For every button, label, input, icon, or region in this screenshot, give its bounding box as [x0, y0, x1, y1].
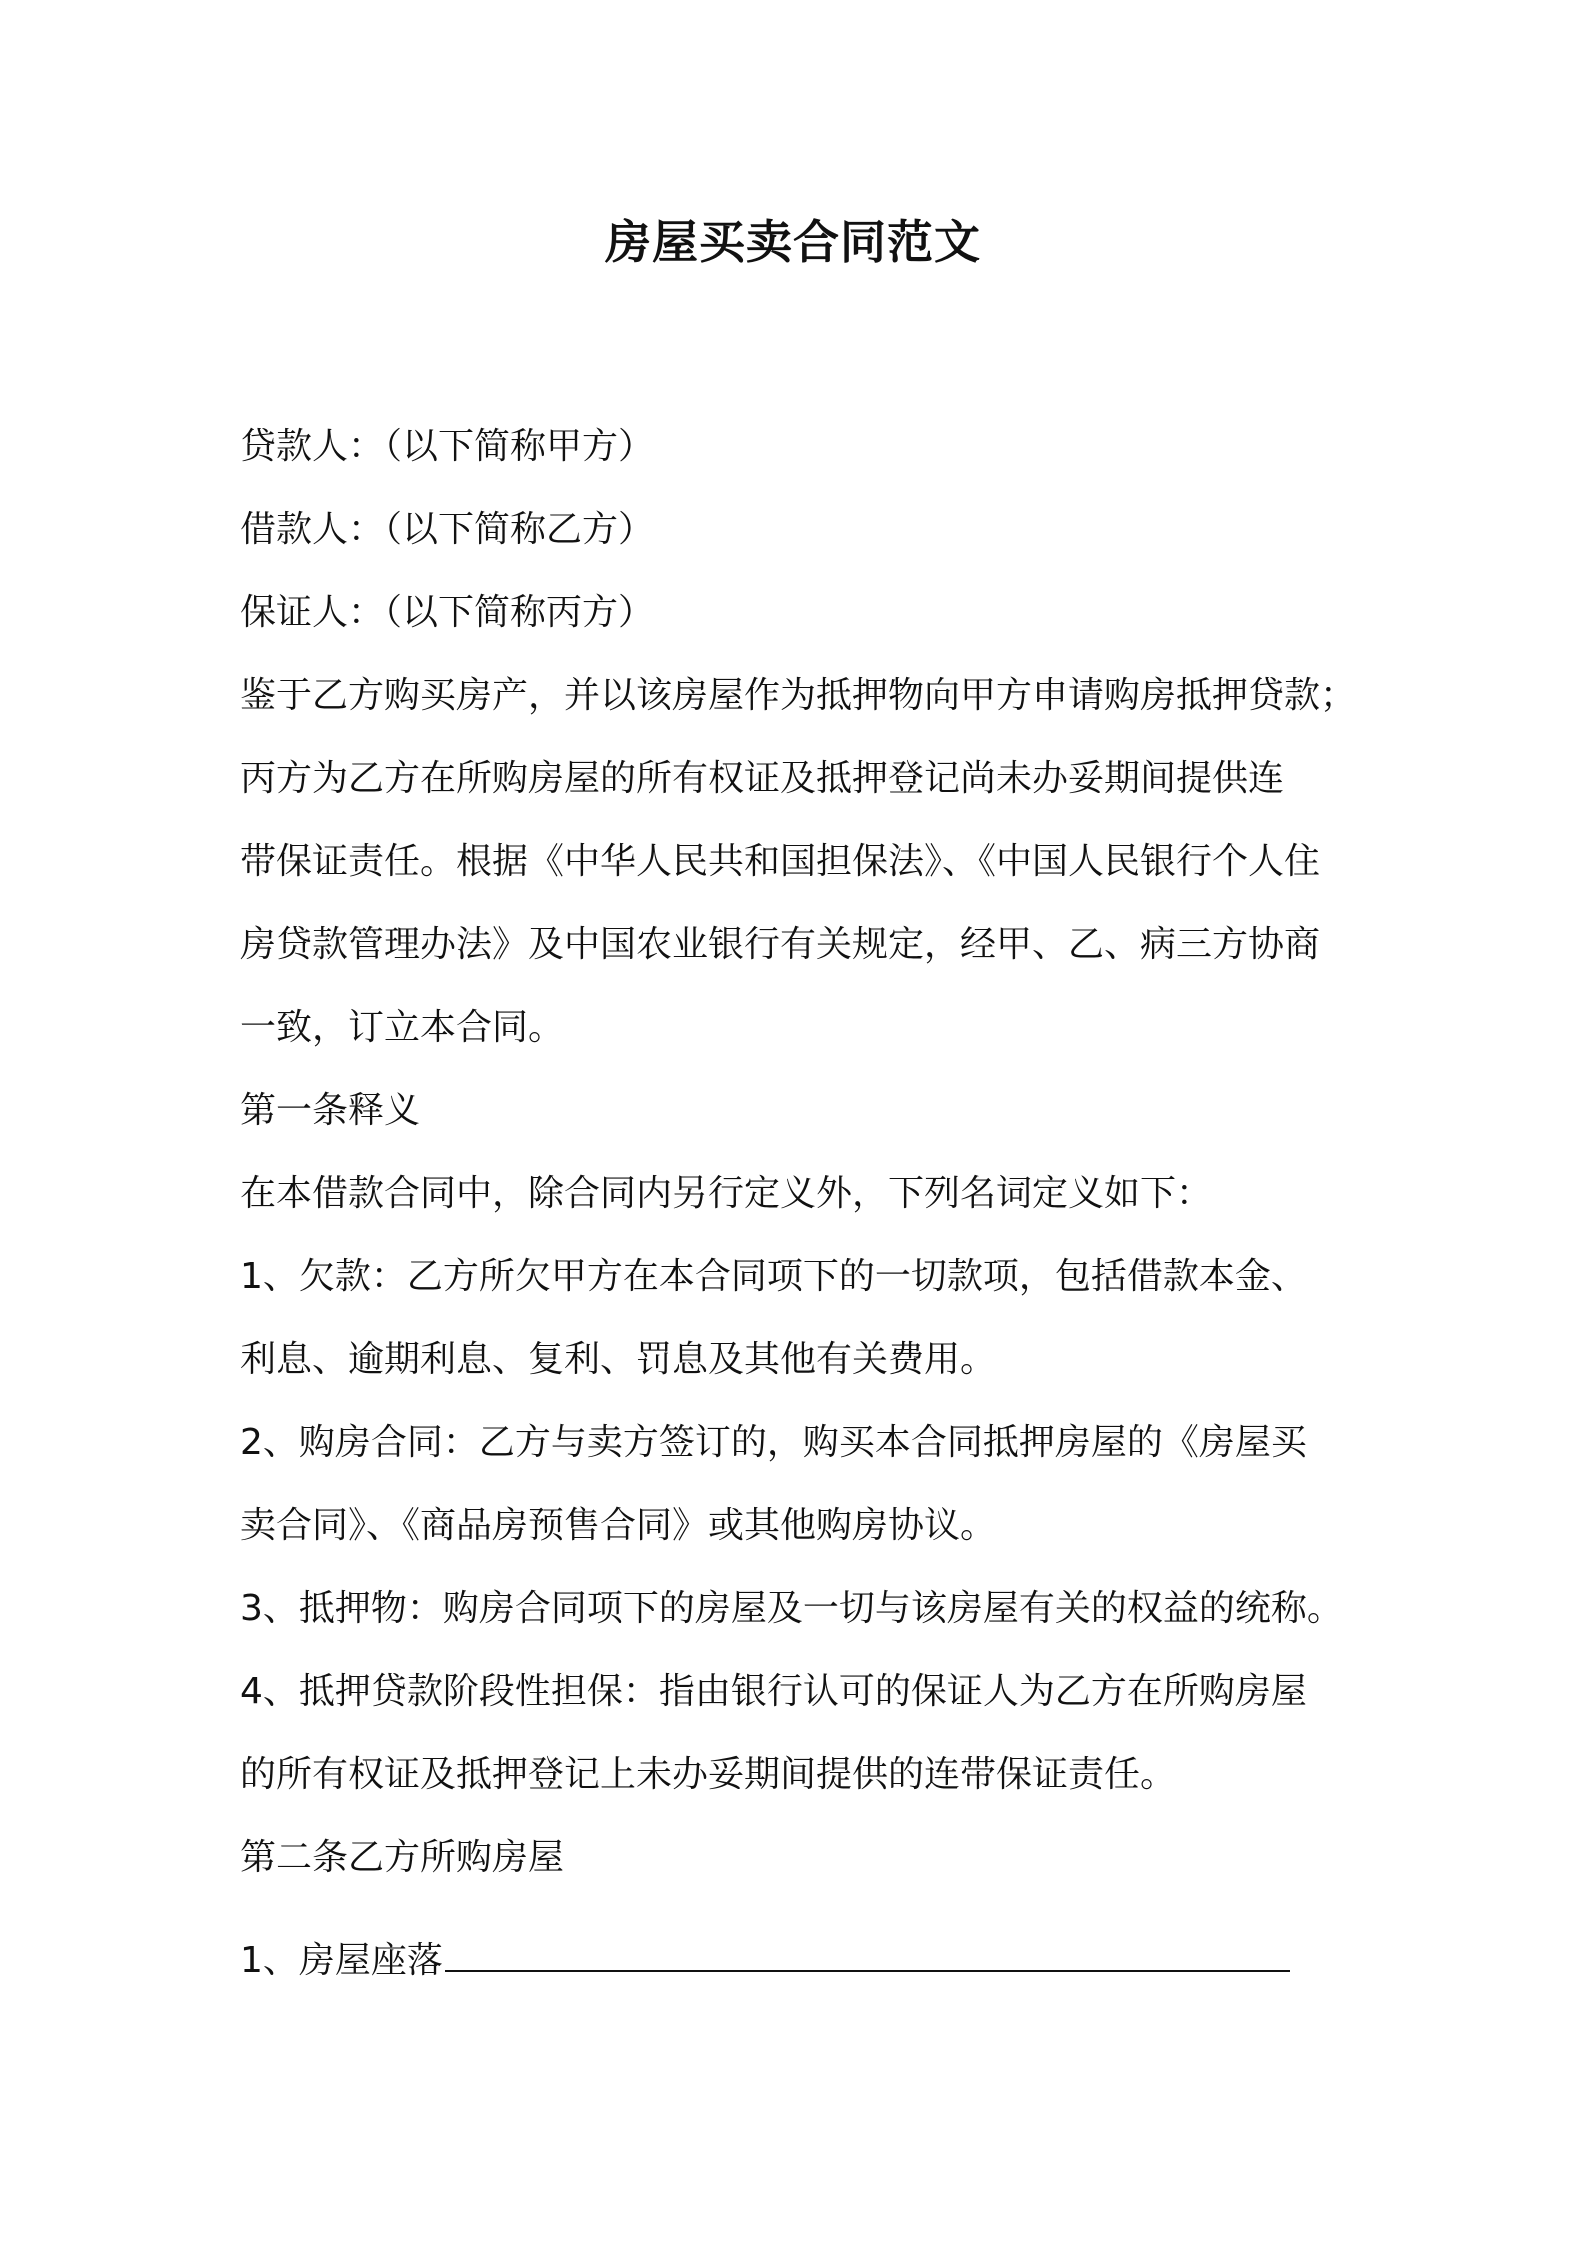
- document-body: [240, 405, 1380, 2002]
- paragraph-line: 一致，订立本合同。: [240, 1007, 565, 1048]
- paragraph-line: 利息、逾期利息、复利、罚息及其他有关费用。: [240, 1339, 997, 1380]
- house-location-line: [240, 1919, 1380, 2002]
- section-heading: 第一条释义: [240, 1090, 421, 1131]
- section-heading: 第二条乙方所购房屋: [240, 1837, 565, 1878]
- paragraph-line: 卖合同》、《商品房预售合同》或其他购房协议。: [240, 1505, 997, 1546]
- paragraph-line: 房贷款管理办法》及中国农业银行有关规定，经甲、乙、病三方协商: [240, 924, 1321, 965]
- paragraph-line: 丙方为乙方在所购房屋的所有权证及抵押登记尚未办妥期间提供连: [240, 758, 1285, 799]
- house-location-label: 1、房屋座落: [240, 1940, 443, 1981]
- paragraph-line: 鉴于乙方购买房产，并以该房屋作为抵押物向甲方申请购房抵押贷款；: [240, 675, 1357, 716]
- paragraph-line: 借款人：（以下简称乙方）: [240, 509, 655, 550]
- paragraph-line: 2、购房合同：乙方与卖方签订的，购买本合同抵押房屋的《房屋买: [240, 1422, 1307, 1463]
- paragraph-line: 1、欠款：乙方所欠甲方在本合同项下的一切款项，包括借款本金、: [240, 1256, 1307, 1297]
- paragraph-line: 4、抵押贷款阶段性担保：指由银行认可的保证人为乙方在所购房屋: [240, 1671, 1307, 1712]
- paragraph-line: 3、抵押物：购房合同项下的房屋及一切与该房屋有关的权益的统称。: [240, 1588, 1343, 1629]
- paragraph-line: 贷款人：（以下简称甲方）: [240, 426, 655, 467]
- spacer: [240, 1899, 1380, 1919]
- house-location-blank: [445, 1940, 1290, 1972]
- paragraph-line: 在本借款合同中，除合同内另行定义外，下列名词定义如下：: [240, 1173, 1213, 1214]
- paragraph-line: 带保证责任。根据《中华人民共和国担保法》、《中国人民银行个人住: [240, 841, 1321, 882]
- paragraph-line: 的所有权证及抵押登记上未办妥期间提供的连带保证责任。: [240, 1754, 1177, 1795]
- document-title: 房屋买卖合同范文: [605, 215, 981, 269]
- paragraph-line: 保证人：（以下简称丙方）: [240, 592, 655, 633]
